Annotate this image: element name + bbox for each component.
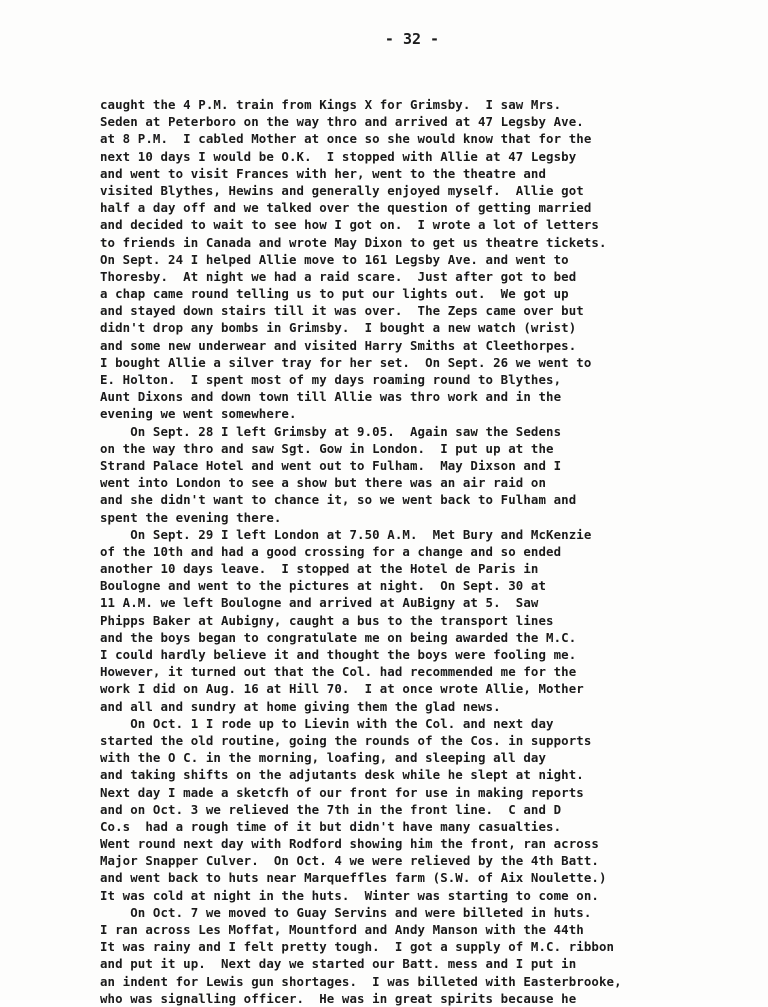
text-line: who was signalling officer. He was in great spirits because he	[100, 990, 577, 1006]
text-line: and the boys began to congratulate me on being awarded the M.C.	[100, 629, 577, 645]
text-line: It was cold at night in the huts. Winter was starting to come on.	[100, 887, 599, 903]
page-number: - 32 -	[384, 30, 440, 48]
text-line: and put it up. Next day we started our Batt. mess and I put in	[100, 956, 577, 972]
body-text	[100, 96, 768, 1007]
text-line: On Sept. 24 I helped Allie move to 161 Legsby Ave. and went to	[100, 251, 569, 267]
text-line: and she didn't want to chance it, so we went back to Fulham and	[100, 492, 577, 508]
text-line: Boulogne and went to the pictures at night. On Sept. 30 at	[100, 578, 547, 594]
text-line: Co.s had a rough time of it but didn't have many casualties.	[100, 818, 562, 834]
text-line: an indent for Lewis gun shortages. I was billeted with Easterbrooke,	[100, 973, 622, 989]
text-line: E. Holton. I spent most of my days roaming round to Blythes,	[100, 372, 562, 387]
text-line: However, it turned out that the Col. had recommended me for the	[100, 664, 577, 680]
text-line: and on Oct. 3 we relieved the 7th in the front line. C and D	[100, 801, 562, 817]
text-line: I ran across Les Moffat, Mountford and Andy Manson with the 44th	[100, 922, 584, 937]
text-line: and stayed down stairs till it was over. The Zeps came over but	[100, 303, 584, 319]
text-line: caught the 4 P.M. train from Kings X for Grimsby. I saw Mrs.	[100, 97, 562, 112]
text-line: and some new underwear and visited Harry Smiths at Cleethorpes.	[100, 337, 577, 353]
text-line: Major Snapper Culver. On Oct. 4 we were relieved by the 4th Batt.	[100, 853, 599, 869]
text-line: Went round next day with Rodford showing him the front, ran across	[100, 836, 599, 852]
text-line: started the old routine, going the rounds of the Cos. in supports	[100, 732, 592, 748]
text-line: at 8 P.M. I cabled Mother at once so she would know that for the	[100, 131, 592, 147]
text-line: Next day I made a sketcfh of our front for use in making reports	[100, 784, 584, 800]
text-line: I could hardly believe it and thought the boys were fooling me.	[100, 647, 577, 662]
text-line: 11 A.M. we left Boulogne and arrived at AuBigny at 5. Saw	[100, 595, 539, 611]
text-line: and taking shifts on the adjutants desk while he slept at night.	[100, 767, 584, 783]
text-line: a chap came round telling us to put our lights out. We got up	[100, 286, 569, 302]
text-line: On Oct. 7 we moved to Guay Servins and were billeted in huts.	[100, 904, 592, 920]
text-line: with the O C. in the morning, loafing, and sleeping all day	[100, 750, 547, 766]
text-line: and went back to huts near Marqueffles farm (S.W. of Aix Noulette.)	[100, 870, 607, 886]
text-line: On Oct. 1 I rode up to Lievin with the Col. and next day	[100, 715, 554, 731]
text-line: half a day off and we talked over the question of getting married	[100, 200, 592, 216]
text-line: on the way thro and saw Sgt. Gow in London. I put up at the	[100, 440, 554, 456]
text-line: I bought Allie a silver tray for her set. On Sept. 26 we went to	[100, 354, 592, 370]
text-line: went into London to see a show but there was an air raid on	[100, 475, 547, 491]
text-line: to friends in Canada and wrote May Dixon to get us theatre tickets.	[100, 234, 607, 250]
text-line: and all and sundry at home giving them the glad news.	[100, 698, 501, 714]
text-line: spent the evening there.	[100, 509, 282, 525]
text-line: and went to visit Frances with her, went to the theatre and	[100, 165, 547, 181]
text-line: Aunt Dixons and down town till Allie was thro work and in the	[100, 389, 562, 405]
text-line: Seden at Peterboro on the way thro and arrived at 47 Legsby Ave.	[100, 114, 584, 130]
text-line: work I did on Aug. 16 at Hill 70. I at once wrote Allie, Mother	[100, 681, 584, 697]
text-line: Phipps Baker at Aubigny, caught a bus to the transport lines	[100, 612, 554, 628]
text-line: It was rainy and I felt pretty tough. I got a supply of M.C. ribbon	[100, 939, 615, 955]
text-line: of the 10th and had a good crossing for a change and so ended	[100, 543, 562, 559]
text-line: didn't drop any bombs in Grimsby. I bought a new watch (wrist)	[100, 320, 577, 336]
text-line: Thoresby. At night we had a raid scare. Just after got to bed	[100, 268, 577, 284]
text-line: next 10 days I would be O.K. I stopped with Allie at 47 Legsby	[100, 148, 577, 164]
text-line: evening we went somewhere.	[100, 406, 297, 422]
text-line: visited Blythes, Hewins and generally enjoyed myself. Allie got	[100, 182, 584, 198]
text-line: another 10 days leave. I stopped at the Hotel de Paris in	[100, 561, 539, 577]
text-line: and decided to wait to see how I got on. I wrote a lot of letters	[100, 217, 599, 233]
text-line: On Sept. 28 I left Grimsby at 9.05. Again saw the Sedens	[100, 423, 562, 439]
text-line: Strand Palace Hotel and went out to Fulham. May Dixson and I	[100, 457, 562, 473]
text-line: On Sept. 29 I left London at 7.50 A.M. Met Bury and McKenzie	[100, 526, 592, 542]
